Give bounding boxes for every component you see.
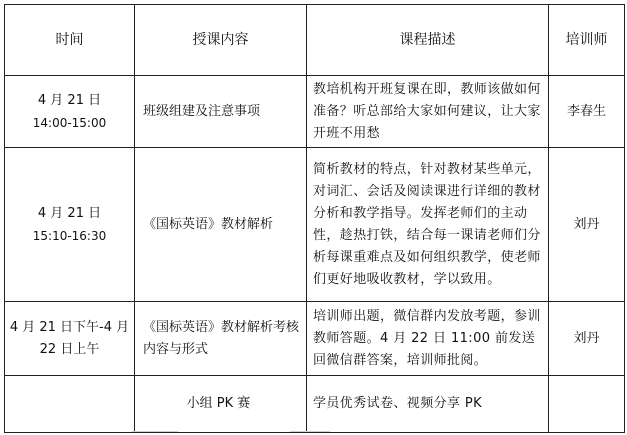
table-row <box>5 148 625 302</box>
time-cell <box>5 376 135 433</box>
header-time: 时间 <box>5 5 135 76</box>
description-cell: 简析教材的特点，针对教材某些单元，对词汇、会话及阅读课进行详细的教材分析和教学指导。发挥老师们的主动性，趁热打铁，结合每一课请老师们分析每课重难点及如何组织教学，使老师们更好地吸收教材，学以致用。 <box>307 148 549 302</box>
time-range: 22 日上午 <box>39 341 100 357</box>
time-cell <box>5 76 135 148</box>
table-row <box>5 376 625 433</box>
topic-cell: 小组 PK 赛 <box>135 376 307 433</box>
description-cell: 学员优秀试卷、视频分享 PK <box>307 376 549 433</box>
page-edge-divider <box>290 431 330 432</box>
time-date: 4 月 21 日 <box>37 92 102 108</box>
time-range: 15:10-16:30 <box>32 228 107 243</box>
trainer-cell: 刘丹 <box>549 148 625 302</box>
topic-cell: 《国标英语》教材解析考核内容与形式 <box>135 302 307 376</box>
header-description: 课程描述 <box>307 5 549 76</box>
time-date: 4 月 21 日下午-4 月 <box>9 319 130 335</box>
header-row <box>5 5 625 76</box>
description-cell: 教培机构开班复课在即，教师该做如何准备？听总部给大家如何建议，让大家开班不用愁 <box>307 76 549 148</box>
trainer-cell: 刘丹 <box>549 302 625 376</box>
page-edge-divider <box>132 431 178 432</box>
header-trainer: 培训师 <box>549 5 625 76</box>
header-topic: 授课内容 <box>135 5 307 76</box>
trainer-cell: 李春生 <box>549 76 625 148</box>
time-range: 14:00-15:00 <box>32 115 107 130</box>
time-date: 4 月 21 日 <box>37 205 102 221</box>
time-cell <box>5 302 135 376</box>
topic-cell: 《国标英语》教材解析 <box>135 148 307 302</box>
time-cell <box>5 148 135 302</box>
description-cell: 培训师出题，微信群内发放考题，参训教师答题。4 月 22 日 11:00 前发送回微信群答案，培训师批阅。 <box>307 302 549 376</box>
table-row <box>5 302 625 376</box>
table-row <box>5 76 625 148</box>
trainer-cell <box>549 376 625 433</box>
topic-cell: 班级组建及注意事项 <box>135 76 307 148</box>
training-schedule-table <box>4 4 625 433</box>
